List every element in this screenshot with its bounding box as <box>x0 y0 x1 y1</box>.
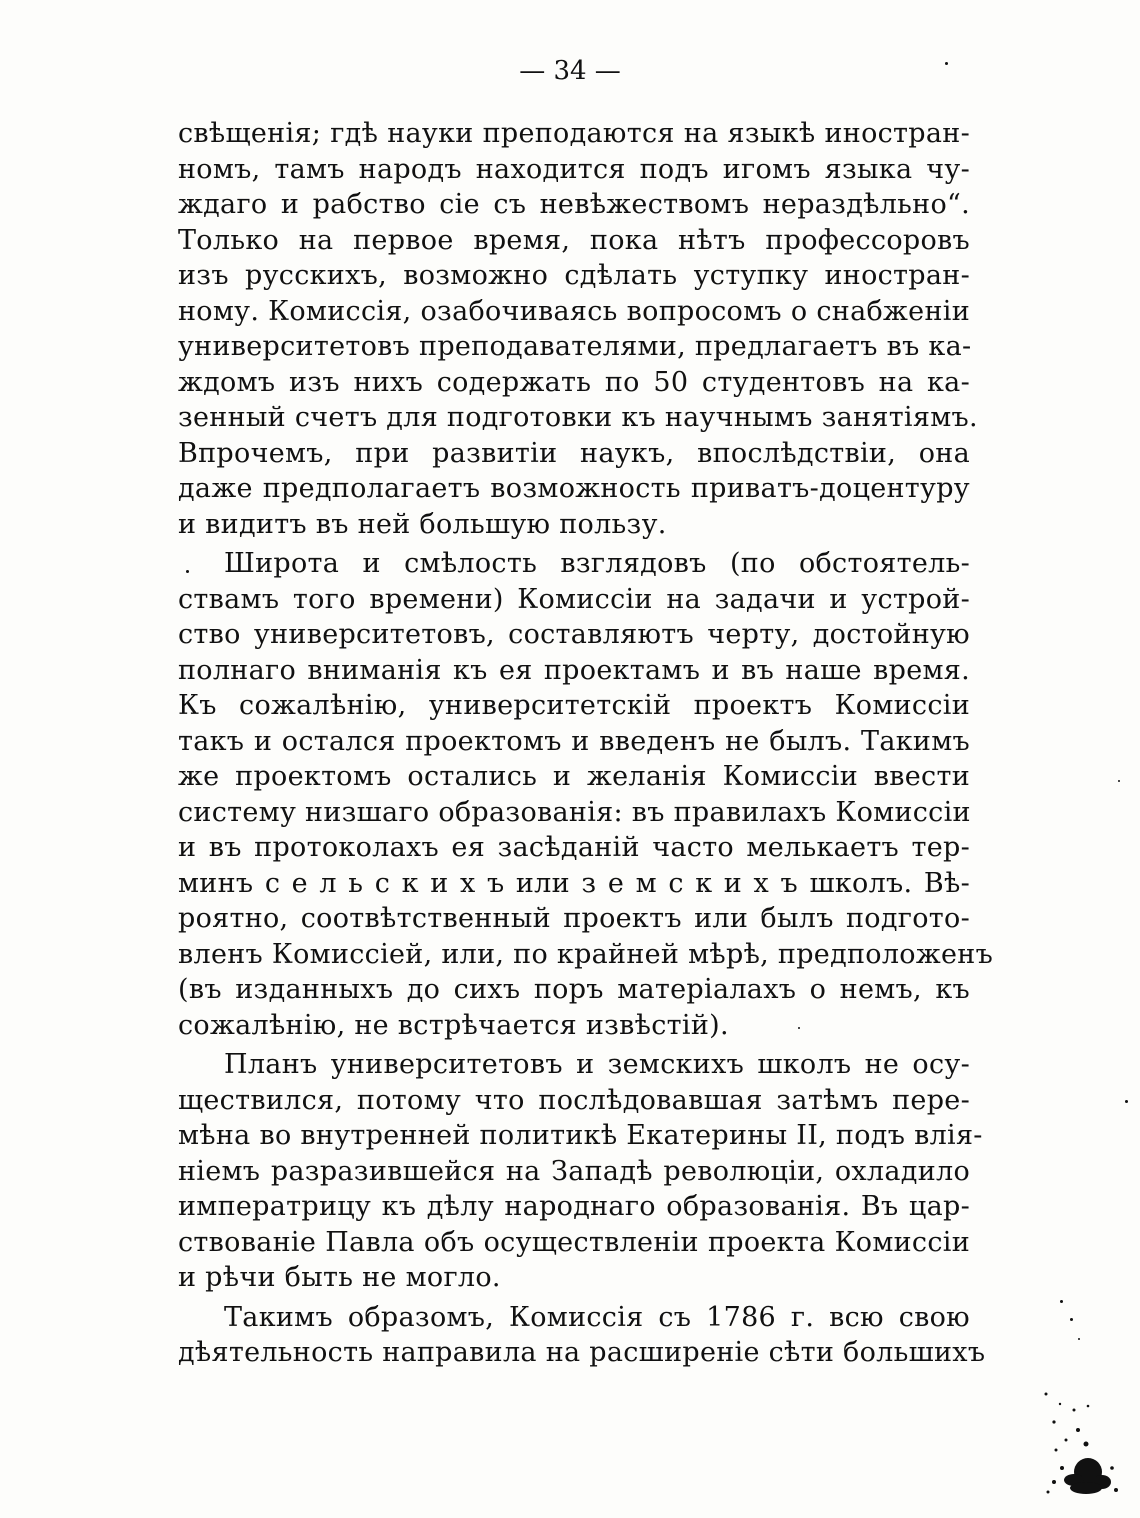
text-line: ществился, потому что послѣдовавшая затѣмъ пере- <box>178 1084 970 1116</box>
text-line: и въ протоколахъ ея засѣданій часто мелькаетъ тер- <box>178 832 970 863</box>
text-line: роятно, соотвѣтственный проектъ или былъ подгото- <box>178 903 970 934</box>
text-line: зенный счетъ для подготовки къ научнымъ занятіямъ. <box>178 402 978 433</box>
paragraph <box>178 1047 983 1296</box>
scan-speckle <box>1078 1338 1080 1340</box>
scan-speckle <box>1060 1300 1063 1303</box>
scan-speckle <box>945 62 948 65</box>
text-line: даже предполагаетъ возможность приватъ-доцентуру <box>178 473 970 504</box>
text-line: свѣщенія; гдѣ науки преподаются на языкѣ иностран- <box>178 118 970 149</box>
text-line: Такимъ образомъ, Комиссія съ 1786 г. всю свою <box>224 1301 970 1333</box>
scan-speckle <box>1118 780 1120 782</box>
text-line: (въ изданныхъ до сихъ поръ матеріалахъ о немъ, къ <box>178 974 970 1005</box>
text-line: такъ и остался проектомъ и введенъ не былъ. Такимъ <box>178 725 970 757</box>
scan-speckle <box>798 1027 800 1029</box>
text-line: и рѣчи быть не могло. <box>178 1262 501 1293</box>
paragraph <box>178 1300 986 1371</box>
text-line: ждаго и рабство сіе съ невѣжествомъ нераздѣльно“. <box>178 189 970 220</box>
text-line: же проектомъ остались и желанія Комиссіи ввести <box>178 761 970 792</box>
text-line: ство университетовъ, составляютъ черту, достойную <box>178 619 970 650</box>
page-number: — 34 — <box>519 56 621 86</box>
text-line: мѣна во внутренней политикѣ Екатерины II, подъ влія- <box>178 1120 983 1151</box>
text-line: сожалѣнію, не встрѣчается извѣстій). <box>178 1009 729 1041</box>
text-line: императрицу къ дѣлу народнаго образованія. Въ цар- <box>178 1191 970 1222</box>
text-line: ствованіе Павла объ осуществленіи проекта Комиссіи <box>178 1226 970 1258</box>
text-line: номъ, тамъ народъ находится подъ игомъ языка чу- <box>178 153 970 185</box>
ink-blot <box>1026 1382 1126 1502</box>
text-line: Широта и смѣлость взглядовъ (по обстоятель- <box>224 548 970 579</box>
text-line: ніемъ разразившейся на Западѣ революціи, охладило <box>178 1155 970 1187</box>
text-line: университетовъ преподавателями, предлагаетъ въ ка- <box>178 331 972 362</box>
text-line: систему низшаго образованія: въ правилахъ Комиссіи <box>178 796 971 828</box>
text-line: и видитъ въ ней большую пользу. <box>178 508 667 540</box>
scan-speckle <box>1070 1318 1073 1321</box>
text-line: полнаго вниманія къ ея проектамъ и въ наше время. <box>178 654 970 686</box>
text-line: дѣятельность направила на расширеніе сѣти большихъ <box>178 1337 986 1368</box>
text-line: изъ русскихъ, возможно сдѣлать уступку иностран- <box>178 260 970 291</box>
scan-speckle <box>1125 1100 1128 1103</box>
text-line: Планъ университетовъ и земскихъ школъ не осу- <box>224 1049 970 1080</box>
text-line: ствамъ того времени) Комиссіи на задачи и устрой- <box>178 583 970 615</box>
text-line: ному. Комиссія, озабочиваясь вопросомъ о снабженіи <box>178 295 970 327</box>
text-line: Только на первое время, пока нѣтъ профессоровъ <box>178 224 970 256</box>
paragraph <box>178 116 978 542</box>
text-line: вленъ Комиссіей, или, по крайней мѣрѣ, предположенъ <box>178 938 994 970</box>
text-line: Къ сожалѣнію, университетскій проектъ Комиссіи <box>178 690 970 721</box>
scan-speckle <box>186 570 189 573</box>
body-text <box>178 116 994 1371</box>
text-line: ждомъ изъ нихъ содержать по 50 студентовъ на ка- <box>178 366 970 398</box>
text-line: минъ с е л ь с к и х ъ или з е м с к и х ъ школъ. Вѣ- <box>178 867 970 899</box>
paragraph <box>178 546 994 1043</box>
text-line: Впрочемъ, при развитіи наукъ, впослѣдствіи, она <box>178 437 970 469</box>
